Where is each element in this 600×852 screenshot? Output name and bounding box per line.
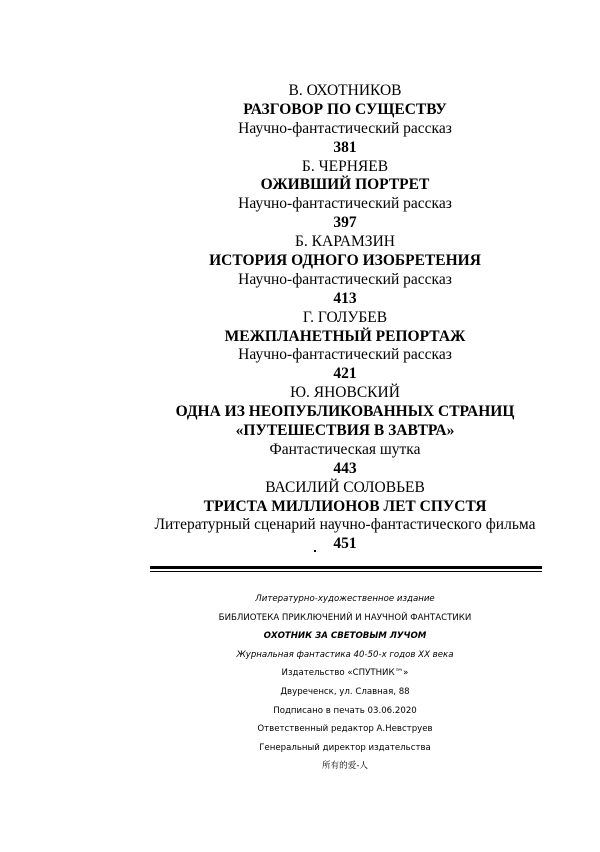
toc-title: ОЖИВШИЙ ПОРТРЕТ — [260, 176, 430, 194]
toc-title: ИСТОРИЯ ОДНОГО ИЗОБРЕТЕНИЯ — [209, 252, 481, 270]
editor: Ответственный редактор А.Невструев — [257, 724, 433, 735]
subtitle: Журнальная фантастика 40-50-х годов XX века — [236, 649, 454, 660]
toc-title: ТРИСТА МИЛЛИОНОВ ЛЕТ СПУСТЯ — [203, 497, 487, 515]
toc-title: РАЗГОВОР ПО СУЩЕСТВУ — [243, 100, 447, 118]
book-title: ОХОТНИК ЗА СВЕТОВЫМ ЛУЧОМ — [263, 631, 427, 642]
toc-author: Б. КАРАМЗИН — [295, 233, 395, 251]
toc-genre: Научно-фантастический рассказ — [238, 119, 452, 137]
signature: 所有的爱-人 — [321, 761, 369, 772]
toc-genre: Научно-фантастический рассказ — [238, 346, 452, 364]
toc-title: ОДНА ИЗ НЕОПУБЛИКОВАННЫХ СТРАНИЦ — [175, 403, 515, 421]
toc-author: Ю. ЯНОВСКИЙ — [290, 384, 400, 402]
toc-title: МЕЖПЛАНЕТНЫЙ РЕПОРТАЖ — [224, 327, 466, 345]
toc-genre: Научно-фантастический рассказ — [238, 270, 452, 288]
divider-thick — [150, 566, 542, 569]
address: Двуреченск, ул. Славная, 88 — [280, 686, 410, 697]
divider-thin — [150, 571, 542, 572]
toc-author: В. ОХОТНИКОВ — [288, 82, 402, 99]
toc-genre: Фантастическая шутка — [269, 440, 421, 458]
toc-author: Г. ГОЛУБЕВ — [302, 308, 388, 326]
toc-title: «ПУТЕШЕСТВИЯ В ЗАВТРА» — [235, 422, 455, 440]
toc-page: 443 — [333, 459, 357, 477]
toc-genre: Научно-фантастический рассказ — [238, 195, 452, 213]
edition-type: Литературно-художественное издание — [255, 594, 435, 604]
toc-author: Б. ЧЕРНЯЕВ — [301, 157, 389, 175]
stray-dot — [314, 550, 316, 552]
toc-page: 413 — [333, 289, 357, 307]
toc-page: 451 — [333, 535, 357, 553]
toc-genre: Литературный сценарий научно-фантастического фильма — [154, 516, 536, 534]
series: БИБЛИОТЕКА ПРИКЛЮЧЕНИЙ И НАУЧНОЙ ФАНТАСТИКИ — [218, 612, 472, 623]
publisher: Издательство «СПУТНИК™» — [281, 668, 409, 679]
toc-page: 421 — [333, 365, 357, 383]
table-of-contents — [140, 82, 550, 554]
toc-author: ВАСИЛИЙ СОЛОВЬЕВ — [265, 478, 425, 496]
signed-date: Подписано в печать 03.06.2020 — [273, 705, 417, 716]
toc-page: 381 — [333, 138, 357, 156]
colophon — [145, 590, 545, 776]
director: Генеральный директор издательства — [259, 742, 431, 753]
toc-page: 397 — [333, 214, 357, 232]
